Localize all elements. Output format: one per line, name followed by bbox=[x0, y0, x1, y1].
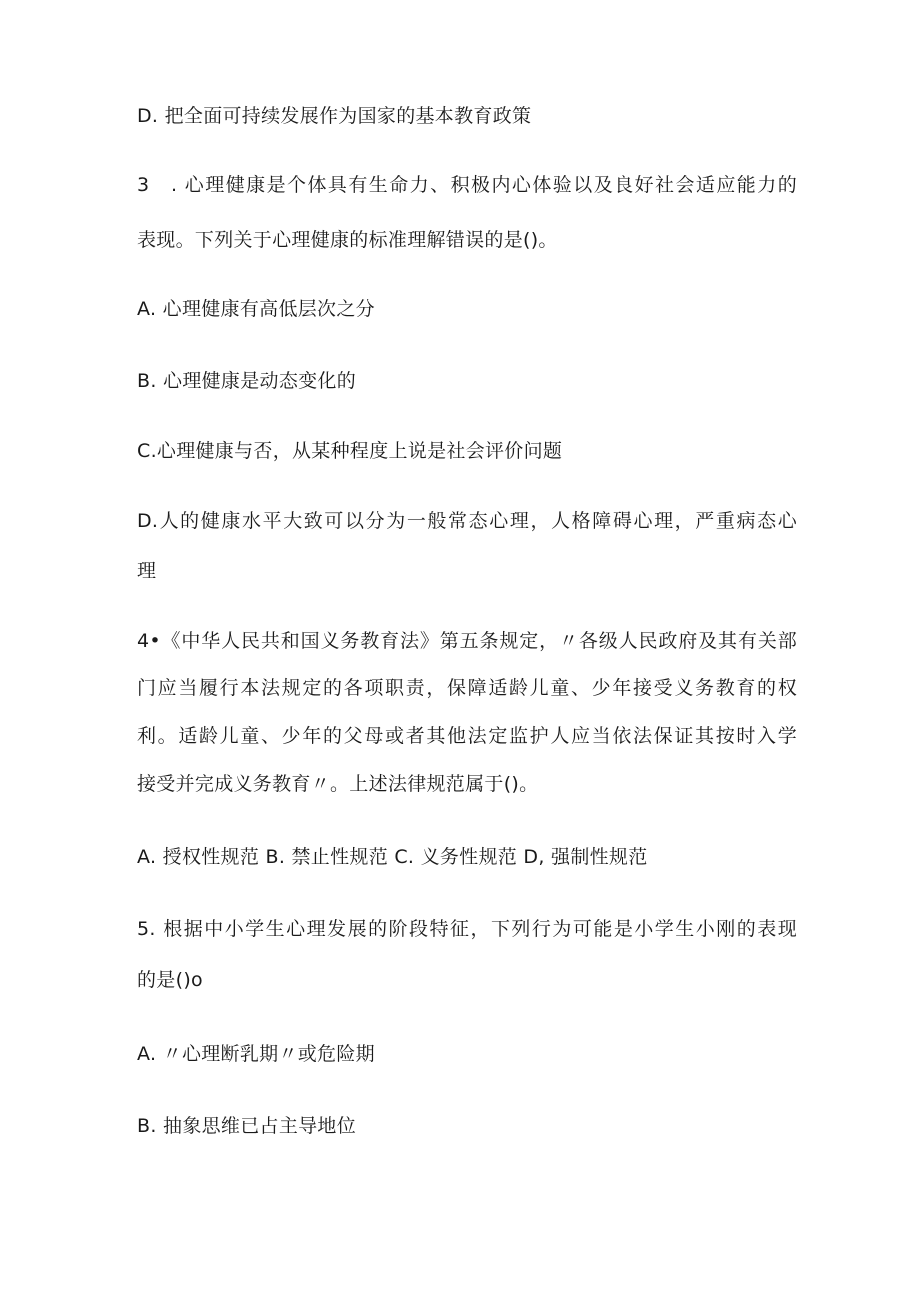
question-3-line-1: 3 . 心理健康是个体具有生命力、积极内心体验以及良好社会适应能力的 bbox=[137, 174, 797, 196]
option-b-q3: B. 心理健康是动态变化的 bbox=[137, 370, 357, 392]
option-a-q5: A. 〃心理断乳期〃或危险期 bbox=[137, 1043, 375, 1065]
option-c-q3: C.心理健康与否，从某种程度上说是社会评价问题 bbox=[137, 440, 563, 462]
option-b-q5: B. 抽象思维已占主导地位 bbox=[137, 1115, 357, 1137]
question-4-line-4: 接受并完成义务教育〃。上述法律规范属于()。 bbox=[137, 773, 539, 795]
question-4-line-2: 门应当履行本法规定的各项职责，保障适龄儿童、少年接受义务教育的权 bbox=[137, 677, 797, 699]
question-4-line-3: 利。适龄儿童、少年的父母或者其他法定监护人应当依法保证其按时入学 bbox=[137, 725, 797, 747]
option-d-q3-line-2: 理 bbox=[137, 560, 157, 582]
option-d-q2: D. 把全面可持续发展作为国家的基本教育政策 bbox=[137, 105, 532, 127]
question-4-options: A. 授权性规范 B. 禁止性规范 C. 义务性规范 D, 强制性规范 bbox=[137, 846, 648, 868]
question-5-line-1: 5. 根据中小学生心理发展的阶段特征，下列行为可能是小学生小刚的表现 bbox=[137, 918, 797, 940]
question-3-line-2: 表现。下列关于心理健康的标准理解错误的是()。 bbox=[137, 229, 558, 251]
option-a-q3: A. 心理健康有高低层次之分 bbox=[137, 298, 375, 320]
question-4-line-1: 4•《中华人民共和国义务教育法》第五条规定，〃各级人民政府及其有关部 bbox=[137, 630, 797, 652]
option-d-q3-line-1: D.人的健康水平大致可以分为一般常态心理，人格障碍心理，严重病态心 bbox=[137, 510, 797, 532]
question-5-line-2: 的是()o bbox=[137, 969, 203, 991]
